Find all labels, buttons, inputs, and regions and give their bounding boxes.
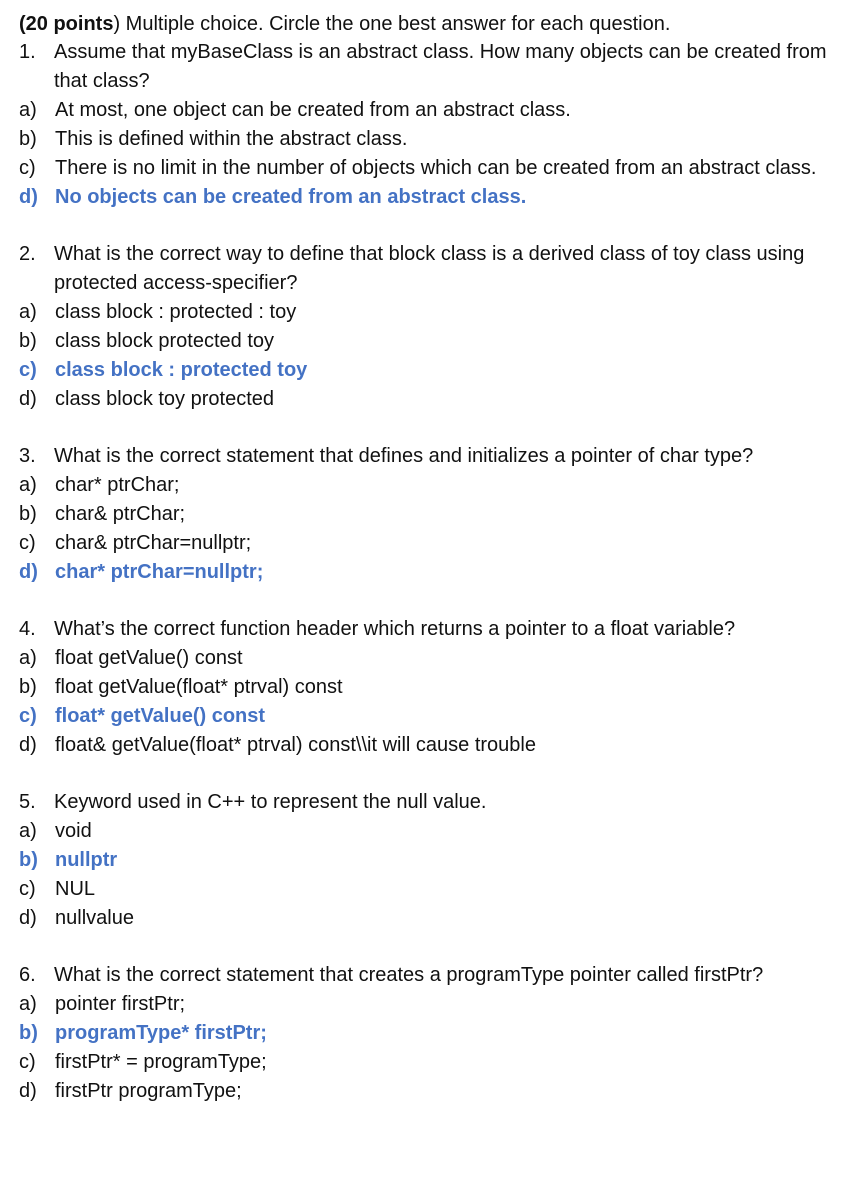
option-text: class block : protected : toy <box>55 301 297 323</box>
option-letter: d) <box>19 734 37 756</box>
question-prompt <box>19 961 864 990</box>
answer-option[interactable] <box>19 500 864 529</box>
question-text: What’s the correct function header which returns a pointer to a float variable? <box>54 618 736 640</box>
question-block <box>19 38 864 212</box>
option-letter: b) <box>19 849 38 871</box>
option-text: This is defined within the abstract class. <box>55 128 408 150</box>
question-block <box>19 442 864 587</box>
option-letter: a) <box>19 993 37 1015</box>
answer-option[interactable] <box>19 1077 864 1106</box>
option-text: char* ptrChar=nullptr; <box>55 561 264 583</box>
answer-option[interactable] <box>19 990 864 1019</box>
option-letter: a) <box>19 474 37 496</box>
option-letter: a) <box>19 820 37 842</box>
answer-options <box>19 644 864 760</box>
option-letter: d) <box>19 907 37 929</box>
option-letter: c) <box>19 532 36 554</box>
option-letter: b) <box>19 676 37 698</box>
option-text: float* getValue() const <box>55 705 266 727</box>
answer-options <box>19 298 864 414</box>
question-list <box>19 38 864 1106</box>
instructions-text: ) Multiple choice. Circle the one best answer for each question. <box>113 13 671 35</box>
option-text: NUL <box>55 878 96 900</box>
question-spacer <box>19 587 864 615</box>
answer-option-correct[interactable] <box>19 183 864 212</box>
question-block <box>19 240 864 414</box>
answer-option[interactable] <box>19 154 864 183</box>
option-letter: b) <box>19 330 37 352</box>
option-text: At most, one object can be created from an abstract class. <box>55 99 571 121</box>
answer-options <box>19 817 864 933</box>
option-text: class block toy protected <box>55 388 274 410</box>
answer-option-correct[interactable] <box>19 356 864 385</box>
option-letter: d) <box>19 186 38 208</box>
answer-option[interactable] <box>19 673 864 702</box>
option-letter: d) <box>19 1080 37 1102</box>
answer-option[interactable] <box>19 298 864 327</box>
answer-option[interactable] <box>19 125 864 154</box>
question-prompt <box>19 788 864 817</box>
option-text: pointer firstPtr; <box>55 993 186 1015</box>
question-block <box>19 615 864 760</box>
points-label: (20 points <box>19 13 114 35</box>
answer-option[interactable] <box>19 1048 864 1077</box>
question-prompt <box>19 38 864 96</box>
question-prompt <box>19 240 864 298</box>
question-number: 1. <box>19 41 36 63</box>
answer-option[interactable] <box>19 529 864 558</box>
option-text: There is no limit in the number of objects which can be created from an abstract class. <box>55 157 817 179</box>
option-letter: c) <box>19 1051 36 1073</box>
question-text: Keyword used in C++ to represent the null value. <box>54 791 487 813</box>
question-number: 4. <box>19 618 36 640</box>
answer-option-correct[interactable] <box>19 1019 864 1048</box>
answer-option[interactable] <box>19 96 864 125</box>
option-text: class block : protected toy <box>55 359 308 381</box>
section-header <box>19 10 864 38</box>
option-letter: d) <box>19 561 38 583</box>
option-text: float& getValue(float* ptrval) const\\it will cause trouble <box>55 734 536 756</box>
option-letter: d) <box>19 388 37 410</box>
option-text: void <box>55 820 92 842</box>
question-block <box>19 961 864 1106</box>
option-text: No objects can be created from an abstract class. <box>55 186 527 208</box>
option-letter: a) <box>19 301 37 323</box>
option-letter: c) <box>19 878 36 900</box>
answer-options <box>19 471 864 587</box>
question-spacer <box>19 760 864 788</box>
answer-option[interactable] <box>19 644 864 673</box>
answer-option[interactable] <box>19 875 864 904</box>
answer-option[interactable] <box>19 471 864 500</box>
answer-option[interactable] <box>19 327 864 356</box>
option-letter: c) <box>19 157 36 179</box>
question-text: Assume that myBaseClass is an abstract class. How many objects can be created from that class? <box>54 41 827 92</box>
question-spacer <box>19 933 864 961</box>
option-text: float getValue() const <box>55 647 243 669</box>
answer-options <box>19 96 864 212</box>
question-prompt <box>19 615 864 644</box>
option-letter: c) <box>19 705 37 727</box>
option-letter: b) <box>19 503 37 525</box>
option-letter: c) <box>19 359 37 381</box>
option-text: char& ptrChar=nullptr; <box>55 532 252 554</box>
option-letter: b) <box>19 128 37 150</box>
answer-option[interactable] <box>19 731 864 760</box>
answer-option[interactable] <box>19 904 864 933</box>
question-spacer <box>19 414 864 442</box>
answer-option-correct[interactable] <box>19 702 864 731</box>
option-text: nullvalue <box>55 907 134 929</box>
option-letter: a) <box>19 99 37 121</box>
question-text: What is the correct statement that creates a programType pointer called firstPtr? <box>54 964 764 986</box>
option-text: programType* firstPtr; <box>55 1022 267 1044</box>
question-number: 6. <box>19 964 36 986</box>
option-text: char* ptrChar; <box>55 474 180 496</box>
option-text: float getValue(float* ptrval) const <box>55 676 343 698</box>
answer-option-correct[interactable] <box>19 558 864 587</box>
question-block <box>19 788 864 933</box>
question-number: 2. <box>19 243 36 265</box>
option-text: char& ptrChar; <box>55 503 186 525</box>
answer-options <box>19 990 864 1106</box>
option-text: class block protected toy <box>55 330 274 352</box>
question-text: What is the correct statement that defines and initializes a pointer of char type? <box>54 445 754 467</box>
question-spacer <box>19 212 864 240</box>
question-text: What is the correct way to define that block class is a derived class of toy class using protected access-specifier? <box>54 243 805 294</box>
answer-option[interactable] <box>19 385 864 414</box>
question-prompt <box>19 442 864 471</box>
option-letter: b) <box>19 1022 38 1044</box>
answer-option-correct[interactable] <box>19 846 864 875</box>
option-text: firstPtr* = programType; <box>55 1051 267 1073</box>
option-letter: a) <box>19 647 37 669</box>
question-number: 3. <box>19 445 36 467</box>
question-number: 5. <box>19 791 36 813</box>
option-text: nullptr <box>55 849 118 871</box>
answer-option[interactable] <box>19 817 864 846</box>
option-text: firstPtr programType; <box>55 1080 242 1102</box>
